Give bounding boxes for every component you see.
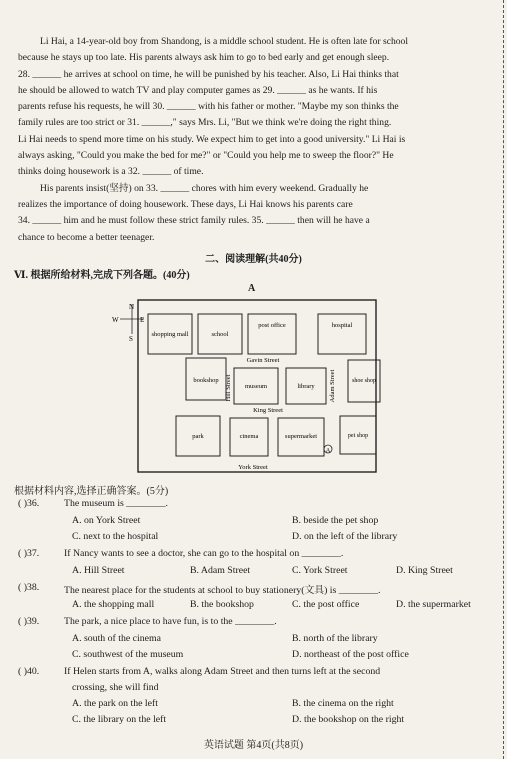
question-number: ( )40.	[18, 666, 40, 677]
passage-line: he should be allowed to watch TV and play computer games as 29. ______ as he wants. If his	[18, 84, 378, 96]
option-b[interactable]: B. Adam Street	[190, 565, 251, 576]
option-d[interactable]: D. the supermarket	[396, 599, 471, 610]
building-bookshop: bookshop	[193, 377, 219, 384]
building-museum: museum	[244, 383, 268, 390]
option-c[interactable]: C. the library on the left	[72, 714, 167, 725]
question-number: ( )39.	[18, 616, 40, 627]
compass-e: E	[140, 316, 145, 324]
question-stem: If Nancy wants to see a doctor, she can go to the hospital on ________.	[64, 548, 344, 559]
option-a[interactable]: A. on York Street	[72, 515, 141, 526]
building-cinema: cinema	[239, 433, 259, 440]
option-b[interactable]: B. beside the pet shop	[292, 515, 379, 526]
option-d[interactable]: D. northeast of the post office	[292, 649, 409, 660]
option-a[interactable]: A. the shopping mall	[72, 599, 155, 610]
passage-line: 28. ______ he arrives at school on time, he will be punished by his teacher. Also, Li Hai thinks that	[18, 68, 399, 80]
binding-line	[503, 0, 504, 759]
passage-line: thinks doing housework is a 32. ______ of time.	[18, 166, 204, 178]
map-title: A	[248, 283, 256, 294]
street-map	[112, 296, 380, 476]
building-shoe-shop: shoe shop	[352, 378, 376, 384]
compass-icon	[112, 303, 144, 343]
question-number: ( )38.	[18, 582, 40, 593]
option-c[interactable]: C. the post office	[292, 599, 360, 610]
building-hospital: hospital	[331, 322, 353, 329]
page-footer: 英语试题 第4页(共8页)	[203, 740, 304, 751]
building-library: library	[297, 383, 315, 390]
question-stem: The museum is ________.	[64, 498, 168, 509]
option-d[interactable]: D. the bookshop on the right	[292, 714, 405, 725]
building-shopping-mall: shopping mall	[151, 331, 189, 338]
option-c[interactable]: C. York Street	[292, 565, 348, 576]
street-adam: Adam Street	[329, 369, 336, 403]
cloze-passage	[18, 34, 492, 246]
building-supermarket: supermarket	[284, 433, 318, 440]
passage-line: family rules are too strict or 31. ______," says Mrs. Li, "But we think we're doing the right thing.	[18, 117, 392, 129]
building-post-office: post office	[258, 322, 286, 329]
street-gavin: Gavin Street	[246, 357, 280, 364]
street-king: King Street	[253, 407, 283, 414]
sub-instruction: 根据材料内容,选择正确答案。(5分)	[14, 486, 169, 497]
section-title: 二、阅读理解(共40分)	[205, 254, 302, 265]
question-stem-continued: crossing, she will find	[72, 682, 159, 693]
point-a-label: A	[325, 448, 331, 454]
option-b[interactable]: B. the cinema on the right	[292, 698, 394, 709]
compass-s: S	[129, 335, 133, 343]
building-school: school	[211, 331, 229, 338]
option-b[interactable]: B. the bookshop	[190, 599, 254, 610]
passage-line: always asking, "Could you make the bed for me?" or "Could you help me to sweep the floor?" He	[18, 150, 394, 162]
option-c[interactable]: C. next to the hospital	[72, 531, 159, 542]
street-york: York Street	[238, 464, 268, 471]
passage-line: parents refuse his requests, he will 30. ______ with his father or mother. "Maybe my son thinks the	[18, 101, 399, 113]
option-d[interactable]: D. on the left of the library	[292, 531, 398, 542]
passage-line: realizes the importance of doing housework. These days, Li Hai knows his parents care	[18, 198, 353, 210]
passage-line: Li Hai, a 14-year-old boy from Shandong, is a middle school student. He is often late for school	[40, 36, 409, 47]
option-d[interactable]: D. King Street	[396, 565, 453, 576]
option-c[interactable]: C. southwest of the museum	[72, 649, 184, 660]
question-number: ( )37.	[18, 548, 40, 559]
compass-w: W	[112, 316, 119, 324]
question-stem: If Helen starts from A, walks along Adam Street and then turns left at the second	[64, 666, 381, 677]
passage-line: Li Hai needs to spend more time on his study. We expect him to get into a good university." Li Hai is	[18, 133, 406, 145]
part-instruction: Ⅵ. 根据所给材料,完成下列各题。(40分)	[14, 270, 190, 281]
street-hill: Hill Street	[225, 374, 232, 402]
option-b[interactable]: B. north of the library	[292, 633, 378, 644]
passage-line: His parents insist(坚持) on 33. ______ chores with him every weekend. Gradually he	[40, 182, 369, 194]
building-park: park	[192, 433, 204, 440]
compass-n: N	[129, 303, 135, 311]
option-a[interactable]: A. south of the cinema	[72, 633, 161, 644]
passage-line: because he stays up too late. His parents always ask him to go to bed early and get enough sleep.	[18, 52, 390, 64]
question-stem: The nearest place for the students at school to buy stationery(文具) is ________.	[64, 585, 381, 596]
building-pet-shop: pet shop	[347, 433, 369, 439]
passage-line: 34. ______ him and he must follow these strict family rules. 35. ______ then will he have a	[18, 215, 370, 227]
passage-line: chance to become a better teenager.	[18, 231, 155, 243]
question-stem: The park, a nice place to have fun, is to the ________.	[64, 616, 277, 627]
option-a[interactable]: A. the park on the left	[72, 698, 158, 709]
option-a[interactable]: A. Hill Street	[72, 565, 125, 576]
question-number: ( )36.	[18, 498, 40, 509]
